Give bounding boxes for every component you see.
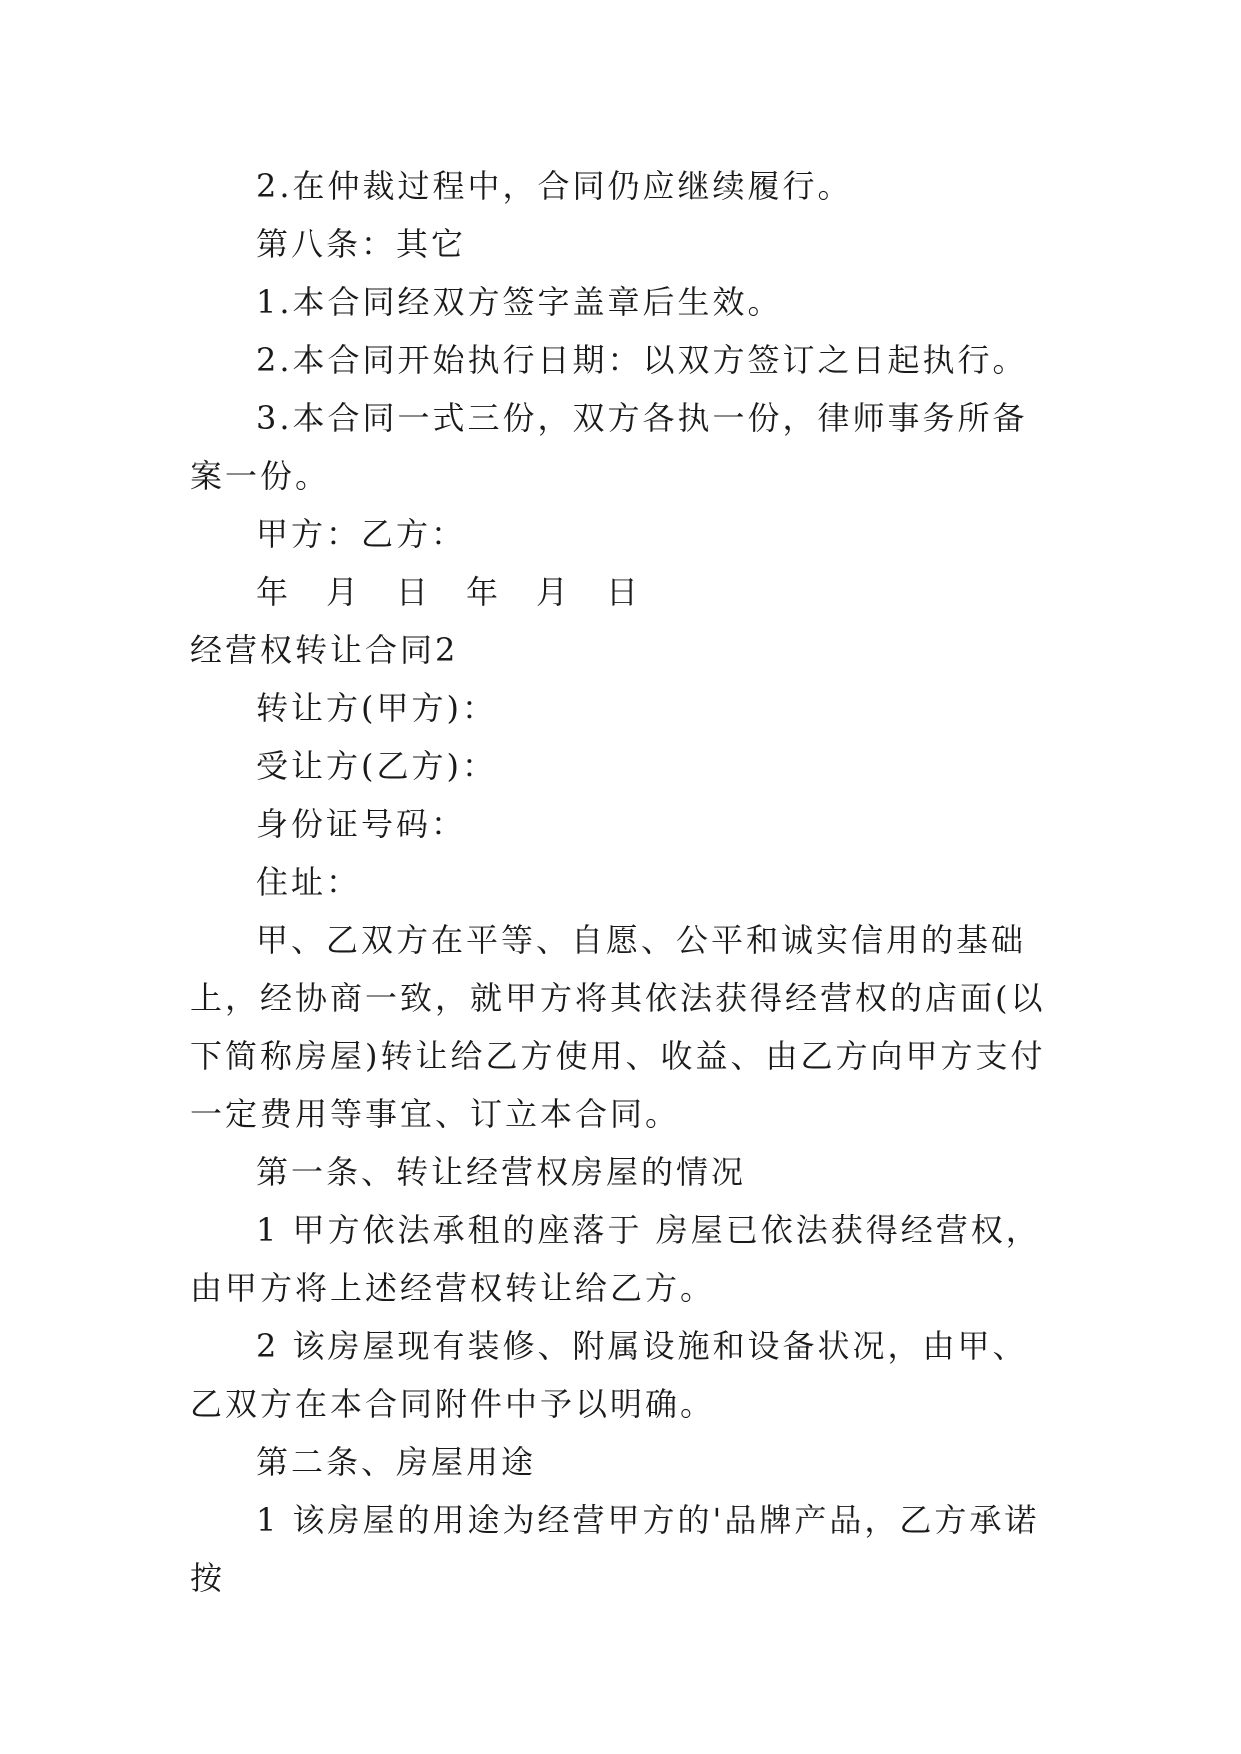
article-eight-heading: 第八条：其它: [256, 225, 467, 263]
transferee-field: 受让方(乙方)：: [256, 747, 497, 785]
clause-start-date: 2.本合同开始执行日期：以双方签订之日起执行。: [256, 341, 1028, 379]
article-two-heading: 第二条、房屋用途: [256, 1443, 537, 1481]
signature-parties: 甲方：乙方：: [256, 515, 467, 553]
address-field: 住址：: [256, 863, 362, 901]
article-one-heading: 第一条、转让经营权房屋的情况: [256, 1153, 747, 1191]
article-one-clause-1: 1 甲方依法承租的座落于 房屋已依法获得经营权，由甲方将上述经营权转让给乙方。: [190, 1211, 1041, 1307]
signature-dates: 年 月 日 年 月 日: [256, 573, 642, 611]
clause-effective: 1.本合同经双方签字盖章后生效。: [256, 283, 783, 321]
document-body: [190, 157, 1060, 1607]
article-one-clause-2: 2 该房屋现有装修、附属设施和设备状况，由甲、乙双方在本合同附件中予以明确。: [190, 1327, 1028, 1423]
article-two-clause-1: 1 该房屋的用途为经营甲方的'品牌产品，乙方承诺按: [190, 1501, 1040, 1597]
clause-copies: 3.本合同一式三份，双方各执一份，律师事务所备案一份。: [190, 399, 1028, 495]
preamble-paragraph: 甲、乙双方在平等、自愿、公平和诚实信用的基础上，经协商一致，就甲方将其依法获得经营权的店面(以下简称房屋)转让给乙方使用、收益、由乙方向甲方支付一定费用等事宜、订立本合同。: [190, 921, 1046, 1133]
id-number-field: 身份证号码：: [256, 805, 467, 843]
transferor-field: 转让方(甲方)：: [256, 689, 497, 727]
contract-title: 经营权转让合同2: [190, 631, 459, 669]
clause-arbitration-continue: 2.在仲裁过程中，合同仍应继续履行。: [256, 167, 853, 205]
